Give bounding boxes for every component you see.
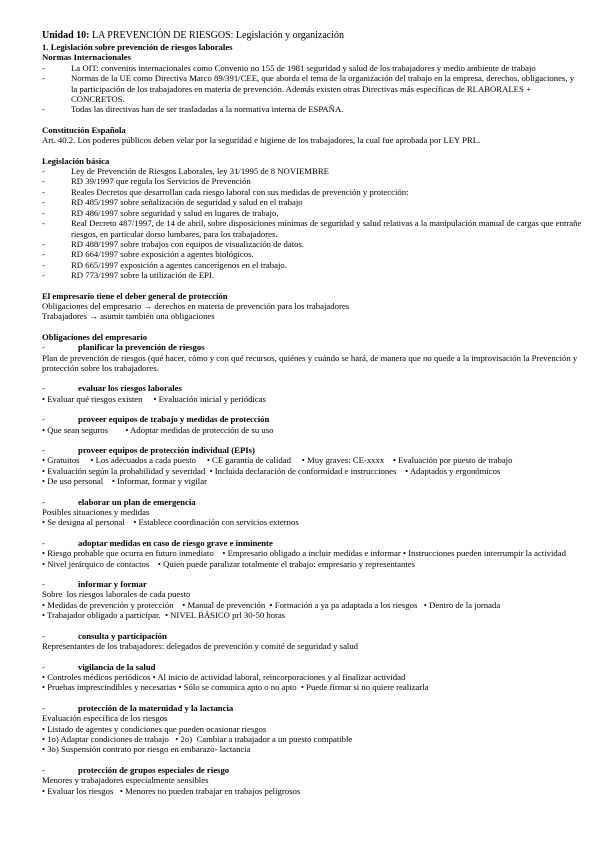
- obligacion-title: informar y formar: [78, 579, 147, 590]
- dash-marker: -: [42, 62, 45, 73]
- normas-item: [42, 104, 582, 114]
- obligacion-title: planificar la prevención de riesgos: [78, 342, 205, 353]
- legislacion-item-text: RD 773/1997 sobre la utilización de EPI.: [71, 270, 215, 281]
- document-page: [42, 30, 582, 796]
- dash-marker: -: [42, 176, 45, 187]
- obligacion-heading: [42, 579, 582, 589]
- obligaciones-list: [42, 342, 582, 796]
- obligacion-line: • Evaluar los riesgos • Menores no pueden trabajar en trabajos peligrosos: [42, 785, 301, 796]
- obligacion-heading: [42, 445, 582, 455]
- obligacion-line: • Evaluar qué riesgos existen • Evaluación inicial y periódicas: [42, 393, 266, 404]
- obligacion-line: Representantes de los trabajadores: delegados de prevención y comité de seguridad y salud: [42, 641, 359, 652]
- normas-item: [42, 73, 582, 104]
- obligacion-heading: [42, 383, 582, 393]
- dash-marker: -: [42, 496, 45, 507]
- obligacion-line: • Pruebas imprescindibles y necesarias • Sólo se comunica apto o no apto • Puede firmar si no quiere realizarla: [42, 682, 429, 693]
- legislacion-item-text: RD 664/1997 sobre exposición a agentes biológicos.: [71, 249, 254, 260]
- obligacion-title: protección de grupos especiales de riesgo: [78, 764, 230, 775]
- legislacion-item: [42, 208, 582, 218]
- dash-marker: -: [42, 414, 45, 425]
- obligacion-heading: [42, 414, 582, 424]
- dash-marker: -: [42, 661, 45, 672]
- obligacion-title: evaluar los riesgos laborales: [78, 383, 182, 394]
- dash-marker: -: [42, 537, 45, 548]
- normas-item-text: La OIT: convenios internacionales como Convenio no 155 de 1981 seguridad y salud de los trabajadores y medio ambiente de trabajo: [71, 62, 536, 73]
- dash-marker: -: [42, 630, 45, 641]
- dash-marker: -: [42, 186, 45, 197]
- obligacion-line: • 3o) Suspensión contrato por riesgo en embarazo- lactancia: [42, 744, 251, 755]
- obligacion-title: vigilancia de la salud: [78, 661, 156, 672]
- obligacion-line: Sobre los riesgos laborales de cada puesto: [42, 589, 191, 600]
- dash-marker: -: [42, 249, 45, 260]
- obligacion-heading: [42, 497, 582, 507]
- obligacion-title: consulta y participación: [78, 630, 167, 641]
- legislacion-item: [42, 187, 582, 197]
- obligacion-line: • Gratuitos • Los adecuados a cada puesto • CE garantía de calidad • Muy graves: CE-xxxx • Evaluación por puesto de trabajo: [42, 455, 513, 466]
- normas-list: [42, 63, 582, 115]
- dash-marker: -: [42, 702, 45, 713]
- obligacion-line: • Riesgo probable que ocurra en futuro inmediato • Empresario obligado a incluir medidas e informar • Instrucciones pueden interrumpir la actividad: [42, 548, 566, 559]
- obligacion-line: • Listado de agentes y condiciones que pueden ocasionar riesgos: [42, 723, 267, 734]
- obligacion-line: • Que sean seguros • Adoptar medidas de protección de su uso: [42, 424, 274, 435]
- obligacion-title: elaborar un plan de emergencia: [78, 496, 196, 507]
- dash-marker: -: [42, 445, 45, 455]
- legislacion-item: [42, 166, 582, 176]
- obligacion-line: • Trabajador obligado a participar. • NIVEL BÁSICO prl 30-50 horas: [42, 610, 286, 621]
- normas-item-text: Normas de la UE como Directiva Marco 89/391/CEE, que aborda el tema de la organización del trabajo en la empresa, derechos, obligaciones, y la participación de los trabajadores en materia de prevención. Además existen otras Directivas más específicas de RLABORALES + CONCRETOS.: [71, 73, 575, 105]
- obligacion-heading: [42, 538, 582, 548]
- obligacion-title: adoptar medidas en caso de riesgo grave e inminente: [78, 537, 273, 548]
- obligacion-line: • Evaluación según la probabilidad y severidad • Incluida declaración de conformidad e instrucciones • Adaptados y ergonómicos: [42, 465, 501, 476]
- dash-marker: -: [42, 342, 45, 353]
- constitucion-text: Art. 40.2. Los poderes públicos deben velar por la seguridad e higiene de los trabajadores, la cual fue aprobada por LEY PRL.: [42, 135, 481, 146]
- obligacion-heading: [42, 631, 582, 641]
- legislacion-item-text: Reales Decretos que desarrollan cada riesgo laboral con sus medidas de prevención y protección:: [71, 186, 409, 197]
- obligaciones-heading: Obligaciones del empresario: [42, 331, 148, 342]
- legislacion-heading: Legislación básica: [42, 155, 110, 166]
- dash-marker: -: [42, 238, 45, 249]
- obligacion-line: • Se designa al personal • Establece coordinación con servicios externos: [42, 517, 299, 528]
- page-title: Unidad 10: LA PREVENCIÓN DE RIESGOS: Legislación y organización: [42, 30, 345, 41]
- obligacion-heading: [42, 765, 582, 775]
- legislacion-item-text: RD 488/1997 sobre trabajos con equipos de visualización de datos.: [71, 238, 305, 249]
- legislacion-item: [42, 218, 582, 239]
- obligacion-line: • 1o) Adaptar condiciones de trabajo • 2o) Cambiar a trabajador a un puesto compatible: [42, 733, 353, 744]
- section-heading-legislacion: 1. Legislación sobre prevención de riesgos laborales: [42, 42, 233, 52]
- legislacion-item: [42, 176, 582, 186]
- obligacion-title: proveer equipos de trabajo y medidas de protección: [78, 414, 270, 425]
- obligacion-line: • De uso personal • Informar, formar y vigilar: [42, 476, 207, 487]
- legislacion-item: [42, 270, 582, 280]
- constitucion-heading: Constitución Española: [42, 124, 126, 135]
- legislacion-item-text: RD 486/1997 sobre seguridad y salud en lugares de trabajo,: [71, 207, 279, 218]
- obligacion-line: Evaluación específica de los riesgos: [42, 713, 168, 724]
- deber-line: Trabajadores → asumir también una obligaciones: [42, 311, 215, 322]
- dash-marker: -: [42, 579, 45, 590]
- deber-line: Obligaciones del empresario → derechos en materia de prevención para los trabajadores: [42, 300, 350, 311]
- deber-heading: El empresario tiene el deber general de protección: [42, 290, 228, 301]
- dash-marker: -: [42, 764, 45, 775]
- obligacion-line: • Controles médicos periódicos • Al inicio de actividad laboral, reincorporaciones y al finalizar actividad: [42, 671, 406, 682]
- dash-marker: -: [42, 207, 45, 218]
- obligacion-line: Posibles situaciones y medidas: [42, 507, 150, 518]
- dash-marker: -: [42, 166, 45, 177]
- obligacion-line: Plan de prevención de riesgos (qué hacer, cómo y con qué recursos, quiénes y cuándo se hará, de manera que no quede a la improvisación la Prevención y protección sobre los trabajadores.: [42, 352, 580, 373]
- legislacion-item: [42, 260, 582, 270]
- legislacion-item-text: RD 485/1997 sobre señalización de seguridad y salud en el trabajo: [71, 197, 303, 208]
- dash-marker: -: [42, 270, 45, 281]
- dash-marker: -: [42, 73, 45, 84]
- subheading-normas: Normas Internacionales: [42, 52, 132, 63]
- legislacion-list: [42, 166, 582, 280]
- legislacion-item: [42, 239, 582, 249]
- legislacion-item-text: Ley de Prevención de Riesgos Laborales, ley 31/1995 de 8 NOVIEMBRE: [71, 166, 329, 177]
- normas-item: [42, 63, 582, 73]
- obligacion-heading: [42, 703, 582, 713]
- legislacion-item: [42, 197, 582, 207]
- normas-item-text: Todas las directivas han de ser trasladadas a la normativa interna de ESPAÑA.: [71, 104, 344, 115]
- dash-marker: -: [42, 197, 45, 208]
- legislacion-item-text: RD 39/1997 que regula los Servicios de Prevención: [71, 176, 251, 187]
- obligacion-title: protección de la maternidad y la lactancia: [78, 702, 234, 713]
- dash-marker: -: [42, 383, 45, 394]
- dash-marker: -: [42, 259, 45, 270]
- dash-marker: -: [42, 104, 45, 115]
- obligacion-heading: [42, 342, 582, 352]
- obligacion-line: Menores y trabajadores especialmente sensibles: [42, 775, 209, 786]
- dash-marker: -: [42, 218, 45, 229]
- legislacion-item-text: Real Decreto 487/1997, de 14 de abril, sobre disposiciones mínimas de seguridad y salud relativas a la manipulación manual de cargas que entrañe riesgos, en particular dorso lumbares, para los trabajadores.: [71, 218, 582, 239]
- legislacion-item: [42, 249, 582, 259]
- obligacion-title: proveer equipos de protección individual (EPIs): [78, 445, 255, 455]
- obligacion-heading: [42, 662, 582, 672]
- legislacion-item-text: RD 665/1997 exposición a agentes cancerígenos en el trabajo.: [71, 259, 287, 270]
- obligacion-line: • Medidas de prevención y protección • Manual de prevención • Formación a ya pa adaptada a los riesgos • Dentro de la jornada: [42, 599, 501, 610]
- obligacion-line: • Nivel jerárquico de contactos • Quien puede paralizar totalmente el trabajo: empresario y representantes: [42, 558, 415, 569]
